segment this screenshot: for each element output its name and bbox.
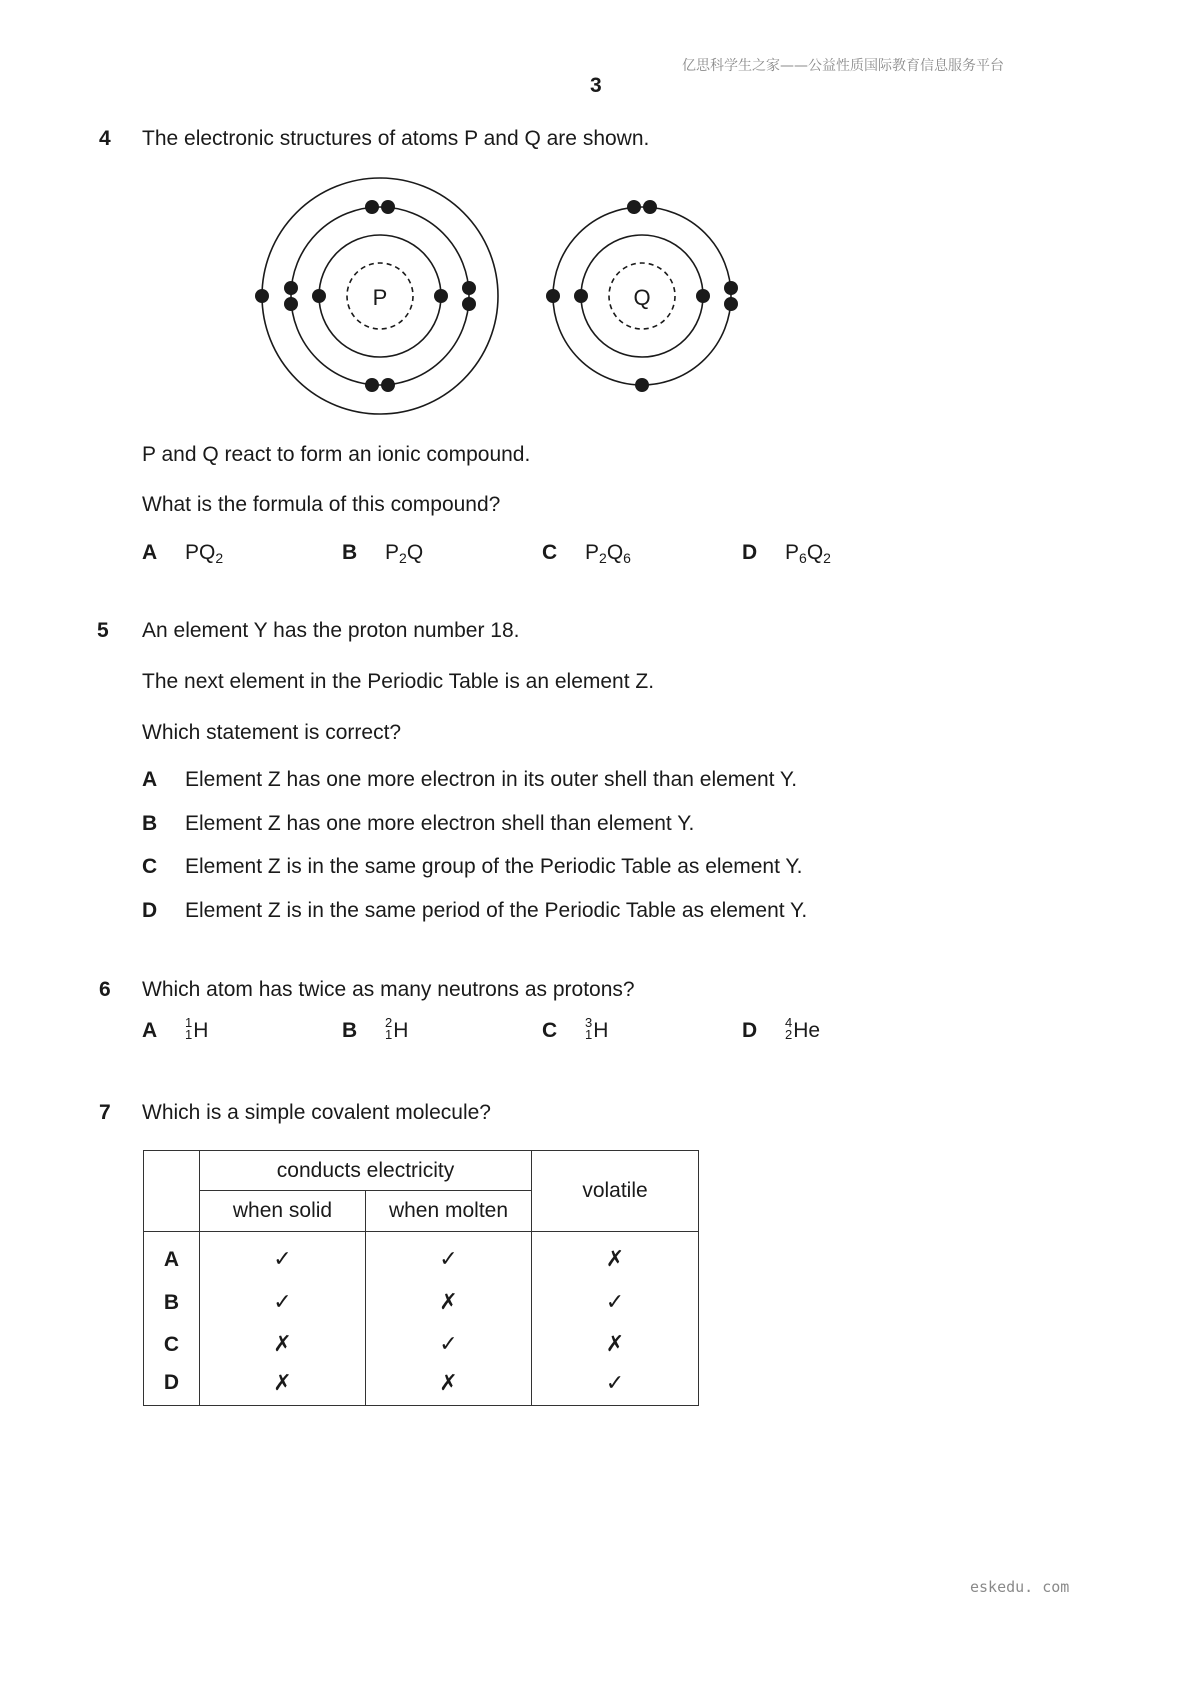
question-number: 7: [99, 1101, 111, 1124]
column-header-solid: when solid: [200, 1191, 366, 1232]
answer-option-b[interactable]: [342, 541, 423, 565]
table-row[interactable]: [144, 1232, 699, 1282]
cell-molten: ✓: [366, 1232, 532, 1282]
option-letter: D: [742, 541, 758, 564]
question-number: 5: [97, 619, 109, 642]
option-letter: D: [142, 899, 158, 922]
electron: [462, 281, 476, 295]
table-row[interactable]: [144, 1324, 699, 1366]
question-text: Which statement is correct?: [142, 721, 402, 744]
question-text: The next element in the Periodic Table is an element Z.: [142, 670, 655, 693]
electron: [284, 281, 298, 295]
option-letter: A: [142, 541, 158, 564]
electron: [312, 289, 326, 303]
answer-option-a[interactable]: [142, 541, 223, 565]
option-formula: $P_2Q_6$: [585, 541, 631, 566]
option-letter: C: [542, 1019, 558, 1042]
electron: [724, 281, 738, 295]
electron: [284, 297, 298, 311]
option-letter: C: [142, 855, 158, 878]
options-table: [143, 1150, 699, 1406]
cell-solid: ✓: [200, 1232, 366, 1282]
option-text: Element Z is in the same group of the Periodic Table as element Y.: [185, 855, 803, 878]
electron: [574, 289, 588, 303]
electron: [627, 200, 641, 214]
electron: [381, 200, 395, 214]
column-header-volatile: volatile: [532, 1151, 699, 1232]
electron: [724, 297, 738, 311]
column-header-molten: when molten: [366, 1191, 532, 1232]
row-letter: C: [144, 1324, 200, 1366]
header-watermark: 亿思科学生之家——公益性质国际教育信息服务平台: [682, 58, 1004, 74]
option-letter: A: [142, 768, 158, 791]
answer-option-d[interactable]: [742, 541, 831, 565]
option-letter: B: [342, 1019, 358, 1042]
cell-solid: ✓: [200, 1282, 366, 1324]
answer-option-a[interactable]: [142, 1015, 209, 1043]
electron: [546, 289, 560, 303]
electron: [635, 378, 649, 392]
answer-option-c[interactable]: [542, 541, 631, 565]
electron: [643, 200, 657, 214]
electron: [381, 378, 395, 392]
option-letter: B: [342, 541, 358, 564]
question-number: 4: [99, 127, 111, 150]
electron: [434, 289, 448, 303]
option-letter: A: [142, 1019, 158, 1042]
cell-volatile: ✗: [532, 1324, 699, 1366]
footer-site: eskedu. com: [970, 1578, 1070, 1596]
question-text: An element Y has the proton number 18.: [142, 619, 520, 642]
electron: [365, 378, 379, 392]
table-row[interactable]: [144, 1366, 699, 1406]
question-stem: Which is a simple covalent molecule?: [142, 1101, 491, 1124]
question-stem: The electronic structures of atoms P and Q are shown.: [142, 127, 650, 150]
cell-volatile: ✗: [532, 1232, 699, 1282]
nuclide-notation: 1 1 H: [185, 1015, 209, 1043]
option-text: Element Z is in the same period of the Periodic Table as element Y.: [185, 899, 808, 922]
cell-volatile: ✓: [532, 1282, 699, 1324]
electron-structure-diagram: [250, 175, 750, 425]
nuclide-notation: 3 1 H: [585, 1015, 609, 1043]
table-corner-cell: [144, 1151, 200, 1232]
option-letter: B: [142, 812, 158, 835]
answer-option-a[interactable]: [142, 768, 798, 792]
option-formula: $PQ_2$: [185, 541, 224, 566]
question-stem: Which atom has twice as many neutrons as protons?: [142, 978, 635, 1001]
cell-molten: ✓: [366, 1324, 532, 1366]
electron: [365, 200, 379, 214]
electron: [462, 297, 476, 311]
row-letter: A: [144, 1232, 200, 1282]
atom-q-label: Q: [633, 285, 651, 310]
column-group-header: conducts electricity: [200, 1151, 532, 1191]
electron: [255, 289, 269, 303]
option-formula: $P_2Q$: [385, 541, 424, 566]
question-text: What is the formula of this compound?: [142, 493, 501, 516]
cell-solid: ✗: [200, 1324, 366, 1366]
answer-option-d[interactable]: [142, 899, 808, 923]
answer-option-d[interactable]: [742, 1015, 821, 1043]
row-letter: B: [144, 1282, 200, 1324]
option-text: Element Z has one more electron shell than element Y.: [185, 812, 695, 835]
option-formula: $P_6Q_2$: [785, 541, 831, 566]
option-letter: D: [742, 1019, 758, 1042]
cell-volatile: ✓: [532, 1366, 699, 1406]
cell-solid: ✗: [200, 1366, 366, 1406]
nuclide-notation: 2 1 H: [385, 1015, 409, 1043]
question-text: P and Q react to form an ionic compound.: [142, 443, 531, 466]
nuclide-notation: 4 2 He: [785, 1015, 821, 1043]
answer-option-c[interactable]: [542, 1015, 609, 1043]
cell-molten: ✗: [366, 1366, 532, 1406]
page-number: 3: [590, 74, 602, 97]
electron: [696, 289, 710, 303]
row-letter: D: [144, 1366, 200, 1406]
option-text: Element Z has one more electron in its outer shell than element Y.: [185, 768, 798, 791]
answer-option-b[interactable]: [142, 812, 695, 836]
answer-option-b[interactable]: [342, 1015, 409, 1043]
atom-p-label: P: [372, 285, 388, 310]
table-row[interactable]: [144, 1282, 699, 1324]
option-letter: C: [542, 541, 558, 564]
question-number: 6: [99, 978, 111, 1001]
answer-option-c[interactable]: [142, 855, 803, 879]
cell-molten: ✗: [366, 1282, 532, 1324]
